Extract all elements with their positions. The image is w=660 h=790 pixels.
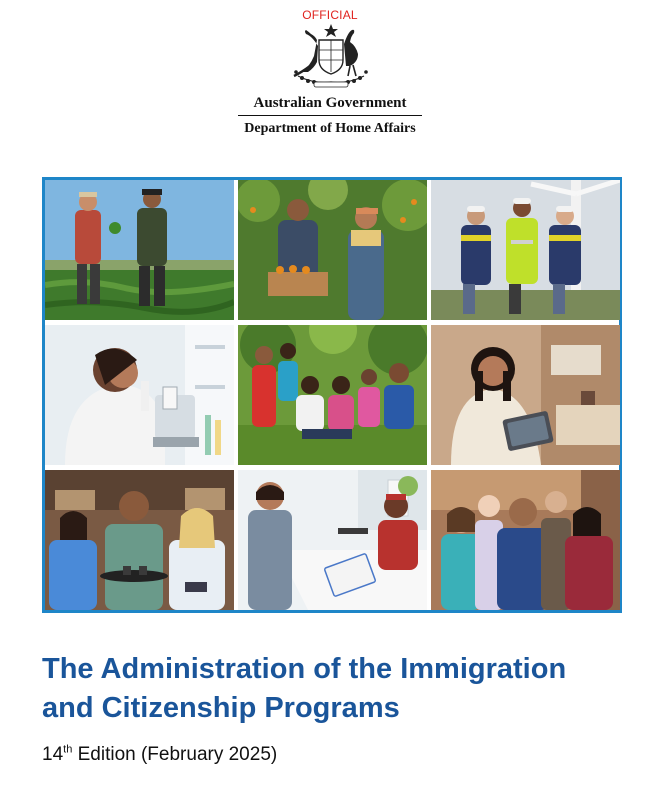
title-line-2: and Citizenship Programs xyxy=(42,692,400,724)
photo-mosaic xyxy=(42,177,622,613)
edition-number: 14 xyxy=(42,744,64,765)
photo-hospitality-staff-icon xyxy=(45,470,234,610)
title-line-1: The Administration of the Immigration xyxy=(42,653,567,685)
edition-line xyxy=(42,742,442,768)
photo-wind-farm-workers-icon xyxy=(431,180,620,320)
government-branding xyxy=(0,93,660,138)
department-name: Department of Home Affairs xyxy=(244,121,416,136)
photo-scientist-microscope-icon xyxy=(45,325,234,465)
photo-nurse-reception-icon xyxy=(238,470,427,610)
photo-orchard-workers-icon xyxy=(238,180,427,320)
government-name: Australian Government xyxy=(253,95,407,111)
branding-divider xyxy=(238,115,422,116)
photo-farmers-icon xyxy=(45,180,234,320)
edition-date: Edition (February 2025) xyxy=(72,744,278,765)
document-title xyxy=(42,650,632,728)
classification-marking: OFFICIAL xyxy=(302,8,358,22)
coat-of-arms-icon xyxy=(284,22,378,88)
photo-woman-tablet-icon xyxy=(431,325,620,465)
photo-family-park-icon xyxy=(238,325,427,465)
edition-ordinal-suffix: th xyxy=(63,743,73,756)
photo-diverse-group-icon xyxy=(431,470,620,610)
